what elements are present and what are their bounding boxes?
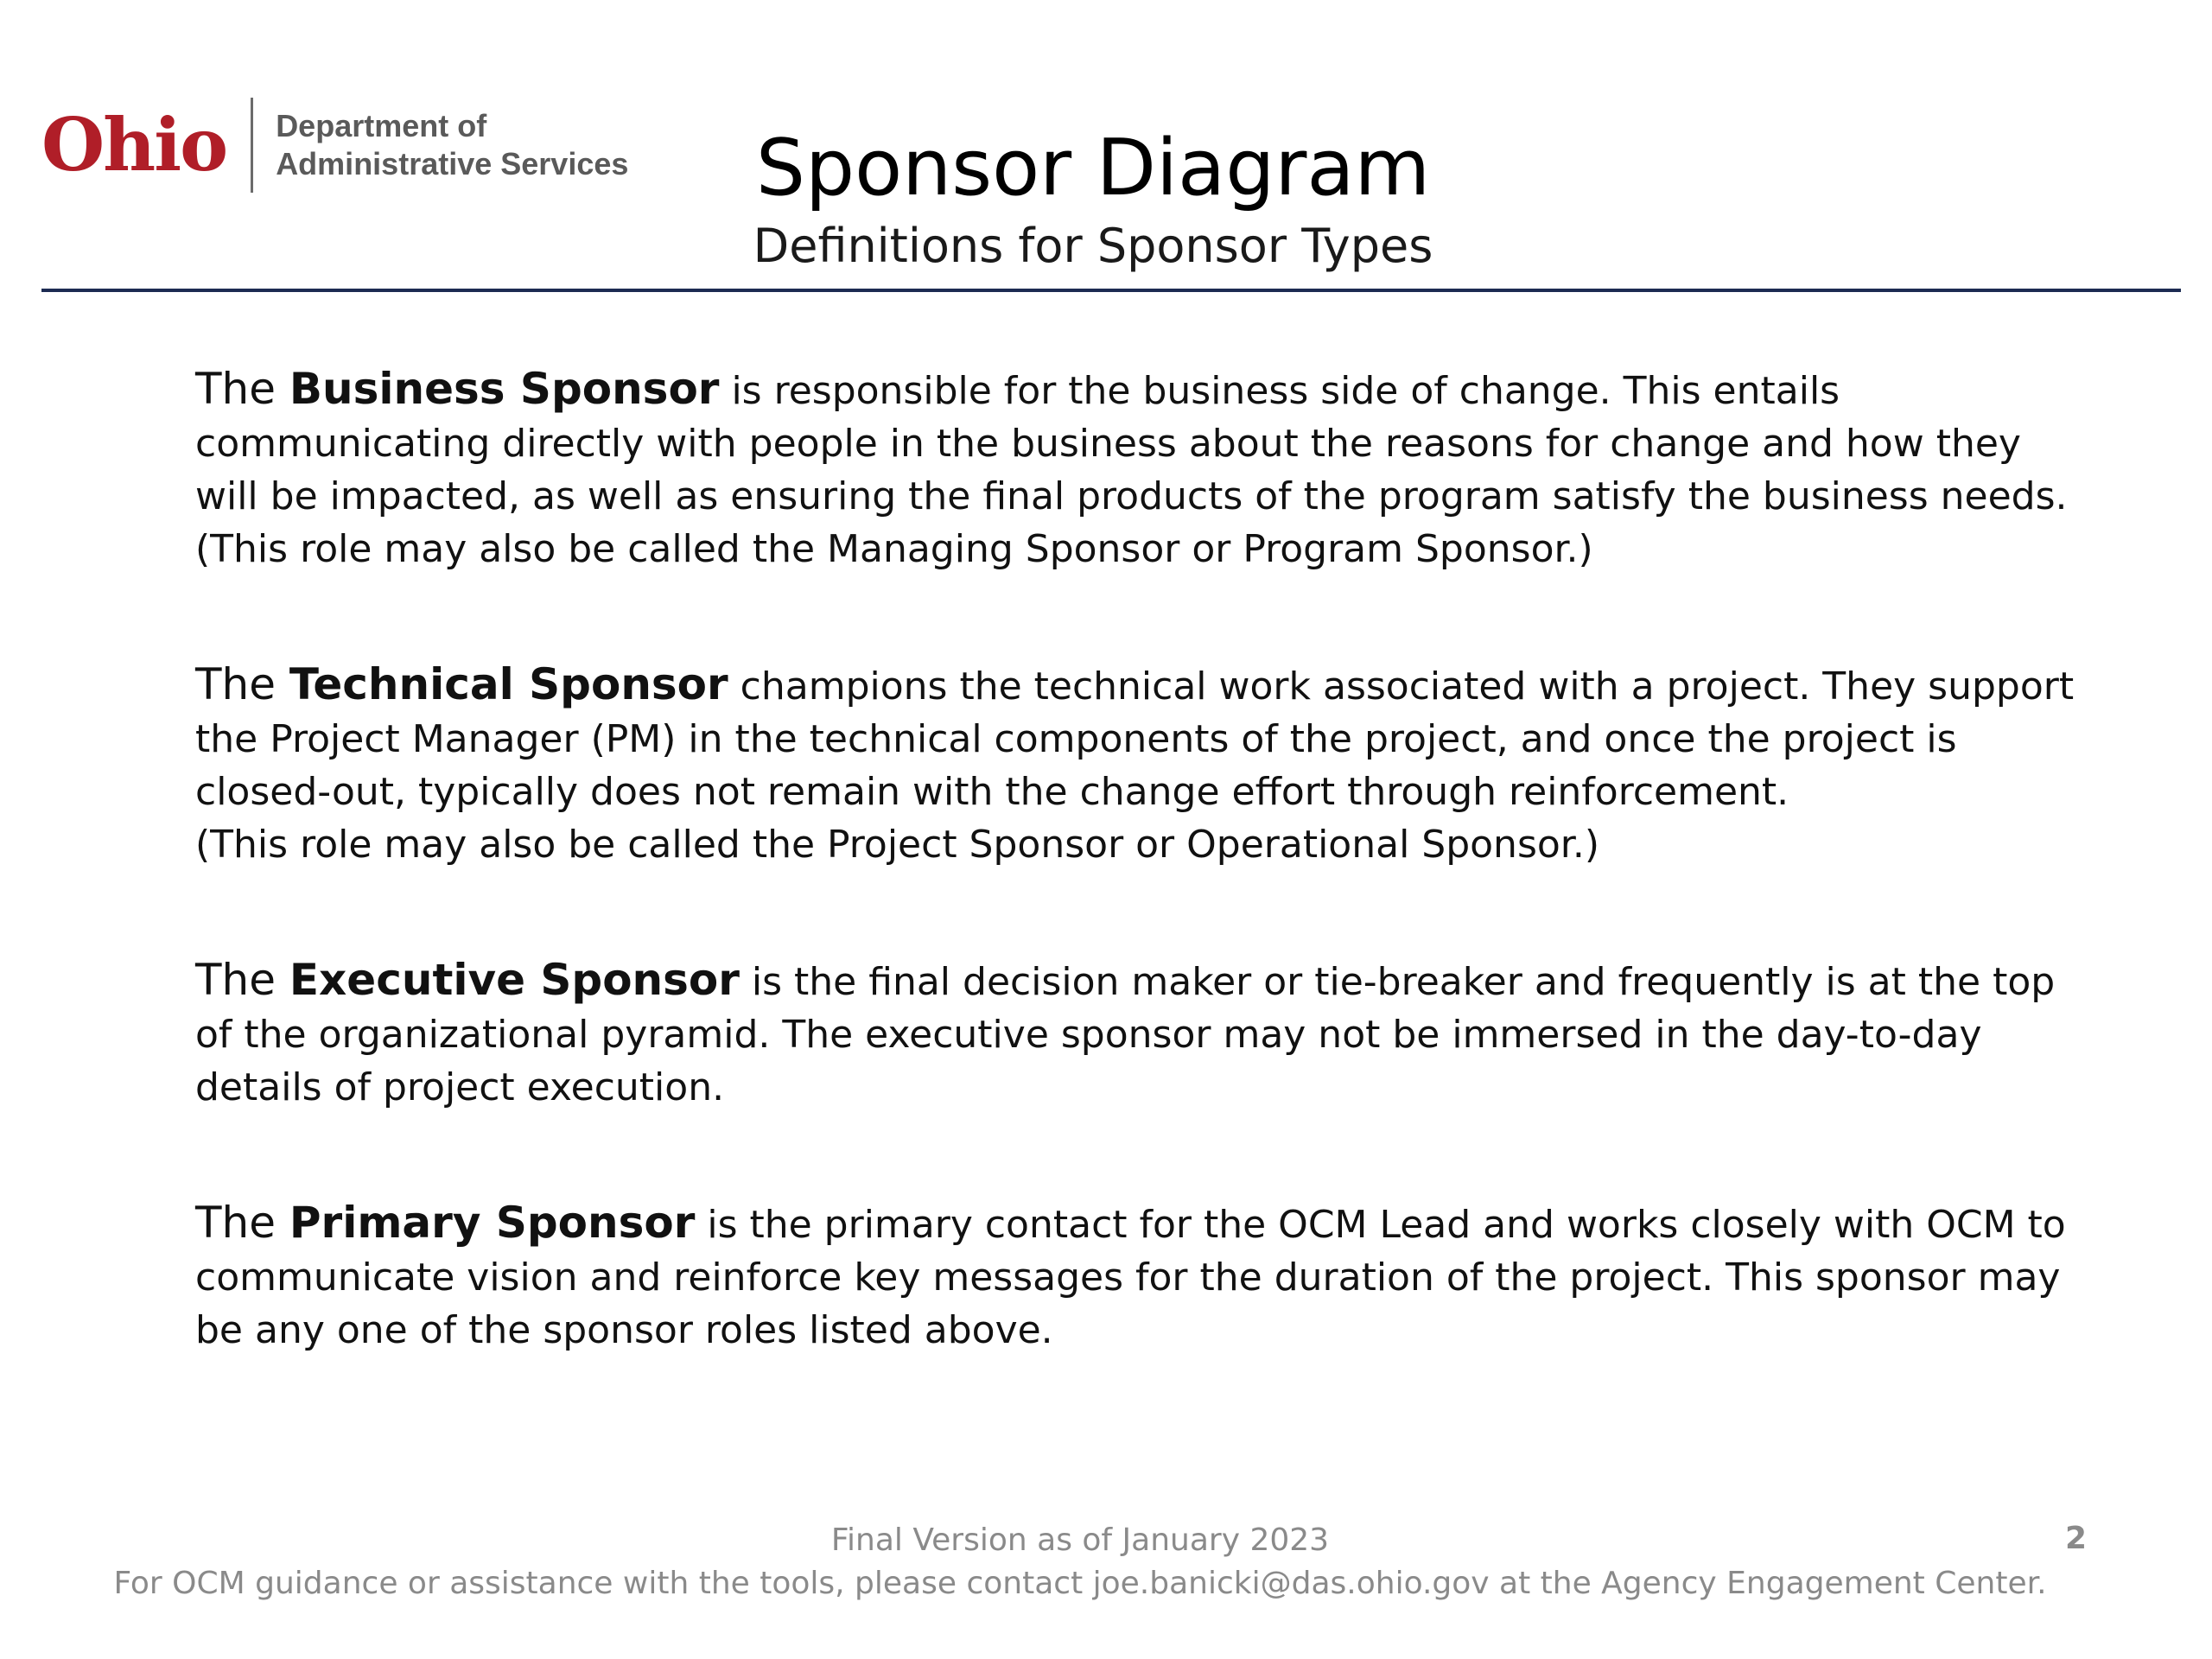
definition-lead: The: [195, 364, 289, 414]
definition-text: champions the technical work associated with a project. They support the Project Manager (PM) in the technical components of the project, and once the project is closed-out, typically does not remain with the change effort through reinforcement.: [195, 664, 2075, 814]
definition-text: is the primary contact for the OCM Lead and works closely with OCM to communicate vision and reinforce key messages for the duration of the project. This sponsor may be any one of the sponsor roles listed above.: [195, 1203, 2066, 1352]
business-sponsor-definition: [195, 363, 2079, 575]
sponsor-term: Business Sponsor: [289, 364, 720, 414]
footer-contact: For OCM guidance or assistance with the tools, please contact joe.banicki@das.ohio.gov at the Agency Engagement Center.: [113, 1566, 2047, 1601]
definition-text: is the final decision maker or tie-breaker and frequently is at the top of the organizational pyramid. The executive sponsor may not be immersed in the day-to-day details of project execution.: [195, 960, 2056, 1109]
ohio-wordmark: Ohio: [41, 101, 227, 188]
technical-sponsor-definition: [195, 658, 2079, 871]
page-title: Sponsor Diagram: [755, 123, 1431, 213]
executive-sponsor-definition: [195, 954, 2079, 1114]
department-line-2: Administrative Services: [276, 145, 629, 181]
footer-version: Final Version as of January 2023: [830, 1522, 1330, 1558]
department-line-1: Department of: [276, 107, 487, 143]
definition-lead: The: [195, 659, 289, 709]
page-number: 2: [2065, 1521, 2088, 1556]
definition-lead: The: [195, 1198, 289, 1248]
sponsor-term: Technical Sponsor: [289, 659, 728, 709]
sponsor-term: Executive Sponsor: [289, 955, 740, 1005]
definition-note: (This role may also be called the Project Sponsor or Operational Sponsor.): [195, 823, 1599, 867]
primary-sponsor-definition: [195, 1197, 2079, 1357]
definition-note: (This role may also be called the Managing Sponsor or Program Sponsor.): [195, 527, 1593, 571]
title-block: [0, 121, 2212, 276]
sponsor-definitions: [195, 363, 2079, 1440]
sponsor-term: Primary Sponsor: [289, 1198, 696, 1248]
slide-header: [0, 0, 2212, 298]
header-divider: [41, 289, 2181, 292]
page-subtitle: Definitions for Sponsor Types: [753, 219, 1433, 273]
definition-lead: The: [195, 955, 289, 1005]
definition-text: is responsible for the business side of change. This entails communicating directly with people in the business about the reasons for change and how they will be impacted, as well as ensuring the final products of the program satisfy the business needs.: [195, 369, 2068, 518]
